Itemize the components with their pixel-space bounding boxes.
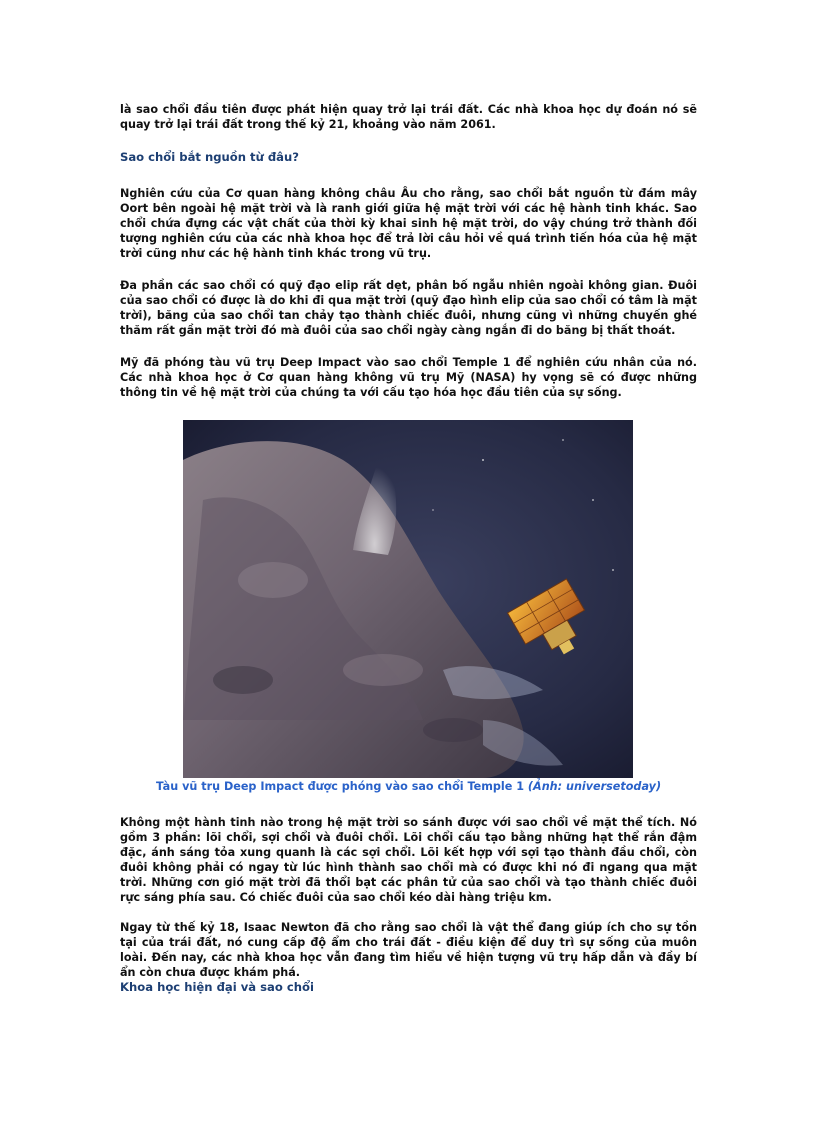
paragraph-orbit: Đa phần các sao chổi có quỹ đạo elip rất dẹt, phân bố ngẫu nhiên ngoài không gian. Đuôi của sao chổi có được là do khi đi qua mặt trời (quỹ đạo hình elip của sao chổi có tâm là mặt trời), băng của sao chổi tan chảy tạo thành chiếc đuôi, nhưng cũng vì những chuyến ghé thăm rất gần mặt trời đó mà đuôi của sao chổi ngày càng ngắn đi do băng bị thất thoát. <box>120 279 697 337</box>
comet-image <box>183 420 633 778</box>
intro-paragraph: là sao chổi đầu tiên được phát hiện quay trở lại trái đất. Các nhà khoa học dự đoán nó sẽ quay trở lại trái đất trong thế kỷ 21, khoảng vào năm 2061. <box>120 103 697 131</box>
section-heading-modern: Khoa học hiện đại và sao chổi <box>120 980 314 994</box>
paragraph-research: Nghiên cứu của Cơ quan hàng không châu Âu cho rằng, sao chổi bắt nguồn từ đám mây Oort bên ngoài hệ mặt trời và là ranh giới giữa hệ mặt trời với các hệ hành tinh khác. Sao chổi chứa đựng các vật chất của thời kỳ khai sinh hệ mặt trời, do vậy chúng trở thành đối tượng nghiên cứu của các nhà khoa học để trả lời câu hỏi về quá trình tiến hóa của hệ mặt trời cũng như các hệ hành tinh khác trong vũ trụ. <box>120 187 697 260</box>
caption-credit: (Ảnh: universetoday) <box>527 780 662 793</box>
figure-caption <box>120 779 697 794</box>
paragraph-newton: Ngay từ thế kỷ 18, Isaac Newton đã cho rằng sao chổi là vật thể đang giúp ích cho sự tồn tại của trái đất, nó cung cấp độ ẩm cho trái đất - điều kiện để duy trì sự sống của muôn loài. Đến nay, các nhà khoa học vẫn đang tìm hiểu về hiện tượng vũ trụ hấp dẫn và đầy bí ẩn còn chưa được khám phá. <box>120 921 697 979</box>
paragraph-structure: Không một hành tinh nào trong hệ mặt trời so sánh được với sao chổi về mặt thể tích. Nó gồm 3 phần: lõi chổi, sợi chổi và đuôi chổi. Lõi chổi cấu tạo bằng những hạt thể rắn đậm đặc, ánh sáng tỏa xung quanh là các sợi chổi. Lõi kết hợp với sợi tạo thành đầu chổi, còn đuôi không phải có ngay từ lúc hình thành sao chổi mà có được khi nó đi ngang qua mặt trời. Những cơn gió mặt trời đã thổi bạt các phân tử của sao chổi và tạo thành chiếc đuôi rực sáng phía sau. Có chiếc đuôi của sao chổi kéo dài hàng triệu km. <box>120 816 697 904</box>
paragraph-deep-impact: Mỹ đã phóng tàu vũ trụ Deep Impact vào sao chổi Temple 1 để nghiên cứu nhân của nó. Các nhà khoa học ở Cơ quan hàng không vũ trụ Mỹ (NASA) hy vọng sẽ có được những thông tin về hệ mặt trời của chúng ta với cấu tạo hóa học đầu tiên của sự sống. <box>120 356 697 399</box>
caption-text: Tàu vũ trụ Deep Impact được phóng vào sao chổi Temple 1 <box>155 780 525 793</box>
section-heading-origin: Sao chổi bắt nguồn từ đâu? <box>120 150 299 164</box>
